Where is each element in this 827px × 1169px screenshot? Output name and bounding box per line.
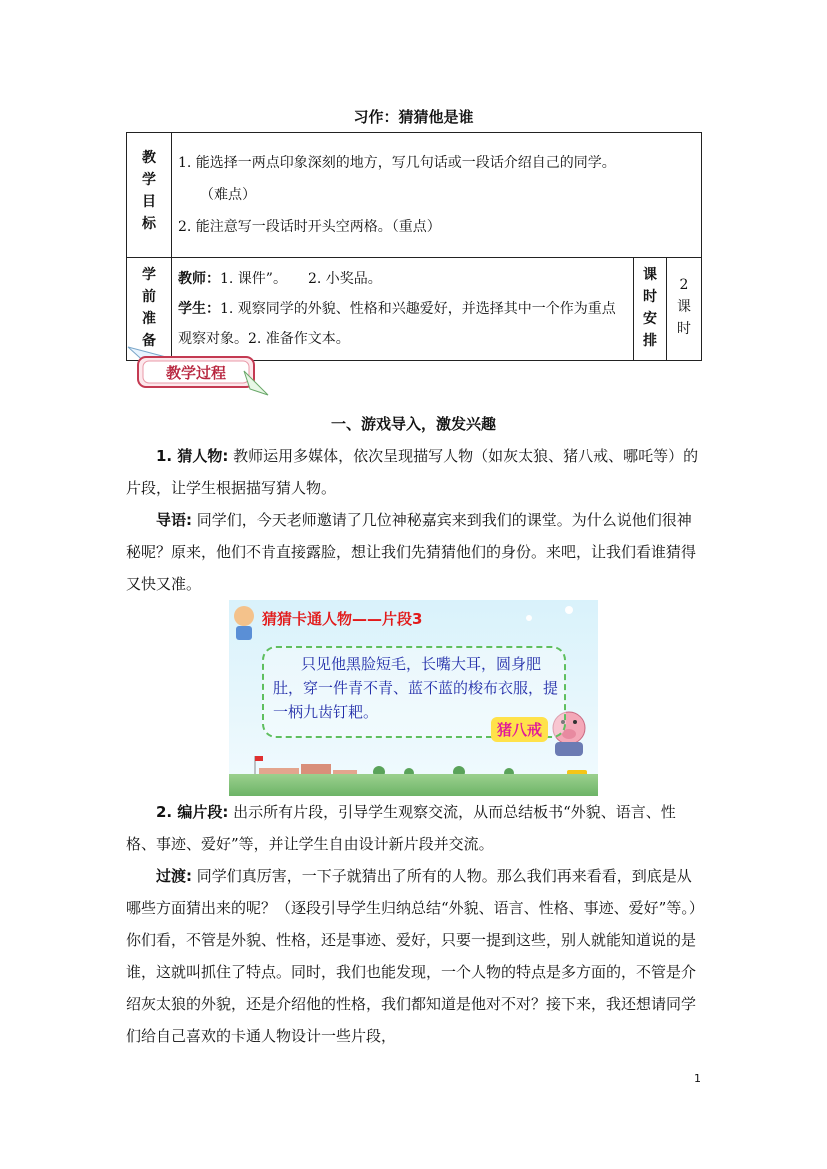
- goal-line-2: 2. 能注意写一段话时开头空两格。（重点）: [178, 219, 441, 235]
- goal-label-cell: [127, 133, 172, 258]
- section-heading-1: 一、游戏导入，激发兴趣: [330, 415, 496, 433]
- teaching-process-banner: [126, 343, 271, 399]
- p1-text: 教师运用多媒体，依次呈现描写人物（如灰太狼、猪八戒、哪吒等）的片段，让学生根据描写猜人物。: [126, 447, 699, 497]
- paragraph-intro: [126, 504, 703, 600]
- goal-line-1b: （难点）: [200, 187, 256, 203]
- hours-value-cell: [667, 258, 702, 361]
- student-text: 1. 观察同学的外貌、性格和兴趣爱好，并选择其中一个作为重点观察对象。2. 准备作文本。: [178, 301, 616, 347]
- document-title: 习作：猜猜他是谁: [353, 108, 474, 126]
- slide-image: [229, 600, 598, 796]
- p2-lead: 导语:: [156, 511, 192, 529]
- hours-label-cell: [634, 258, 667, 361]
- goal-label: 教学目标: [142, 150, 156, 232]
- paragraph-transition: [126, 860, 703, 1052]
- cartoon-boy-icon: [234, 606, 254, 626]
- p1-lead: 1. 猜人物:: [156, 447, 229, 465]
- teacher-label: 教师：: [178, 271, 220, 287]
- p3-text: 出示所有片段，引导学生观察交流，从而总结板书“外貌、语言、性格、事迹、爱好”等，并让学生自由设计新片段并交流。: [126, 803, 676, 853]
- goal-row: [127, 133, 702, 258]
- banner-text: 教学过程: [165, 364, 227, 382]
- slide-ground: [229, 774, 598, 796]
- hours-value: 2课时: [677, 277, 691, 337]
- slide-tag: 猪八戒: [491, 717, 548, 742]
- teacher-text: 1. 课件”。 2. 小奖品。: [220, 271, 382, 287]
- teacher-line: [178, 264, 627, 294]
- paper-plane-right-icon: [244, 371, 268, 395]
- p2-text: 同学们，今天老师邀请了几位神秘嘉宾来到我们的课堂。为什么说他们很神秘呢？原来，他们不肯直接露脸，想让我们先猜猜他们的身份。来吧，让我们看谁猜得又快又准。: [126, 511, 697, 593]
- paragraph-guess-character: [126, 440, 703, 504]
- lesson-info-table: [126, 132, 702, 361]
- p3-lead: 2. 编片段:: [156, 803, 229, 821]
- p4-lead: 过渡:: [156, 867, 192, 885]
- p4-text: 同学们真厉害，一下子就猜出了所有的人物。那么我们再来看看，到底是从哪些方面猜出来的呢？（逐段引导学生归纳总结“外貌、语言、性格、事迹、爱好”等。）你们看，不管是外貌、性格，还是事迹、爱好，只要一提到这些，别人就能知道说的是谁，这就叫抓住了特点。同时，我们也能发现，一个人物的特点是多方面的，不管是介绍灰太狼的外貌，还是介绍他的性格，我们都知道是他对不对？接下来，我还想请同学们给自己喜欢的卡通人物设计一些片段，: [126, 867, 697, 1045]
- slide-text: 只见他黑脸短毛，长嘴大耳，圆身肥肚，穿一件青不青、蓝不蓝的梭布衣服，提一柄九齿钉耙。: [273, 655, 559, 721]
- hours-label: 课时安排: [643, 267, 657, 349]
- prep-label: 学前准备: [142, 267, 156, 349]
- paragraph-compose: [126, 796, 703, 860]
- slide-title: 猜猜卡通人物——片段3: [262, 610, 423, 628]
- student-label: 学生：: [178, 301, 220, 317]
- page-number: 1: [694, 1072, 701, 1085]
- goal-content-cell: [172, 133, 702, 258]
- goal-line-1: 1. 能选择一两点印象深刻的地方，写几句话或一段话介绍自己的同学。: [178, 155, 616, 171]
